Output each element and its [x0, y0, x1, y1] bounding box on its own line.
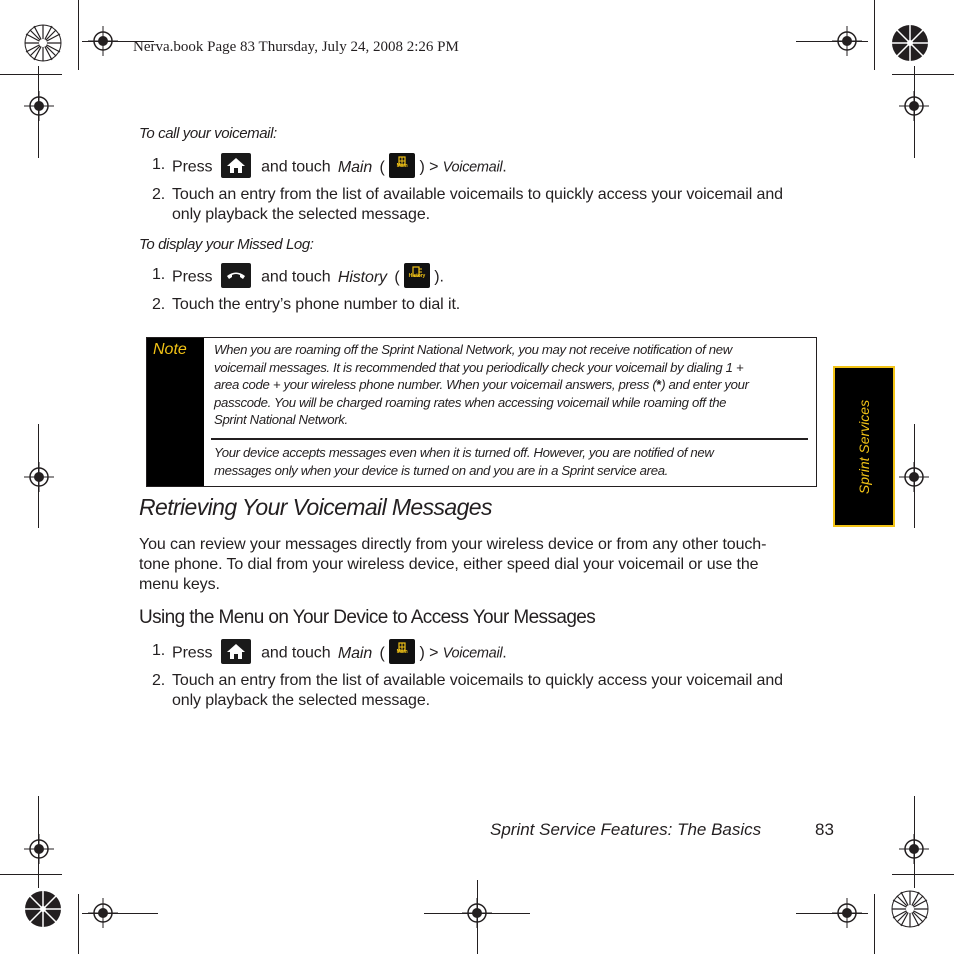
registration-mark-icon [832, 26, 862, 56]
registration-mark-icon [24, 834, 54, 864]
home-key-icon [221, 639, 251, 664]
note-divider [211, 438, 808, 440]
registration-mark-icon [24, 462, 54, 492]
registration-mark-icon [462, 898, 492, 928]
main-menu-label: Main [337, 158, 373, 176]
call-voicemail-title: To call your voicemail: [139, 125, 277, 142]
step-number: 1. [152, 642, 166, 659]
period: . [502, 644, 507, 662]
star-key-icon: * [656, 377, 662, 393]
note-box [146, 337, 817, 487]
open-paren: ( [379, 644, 385, 662]
step-number: 1. [152, 266, 166, 283]
step-text: Touch the entry’s phone number to dial it. [172, 296, 461, 313]
arrow-glyph: > [429, 158, 439, 176]
registration-mark-icon [88, 898, 118, 928]
menu-step-1 [152, 641, 832, 667]
page-number: 83 [815, 820, 834, 839]
book-header: Nerva.book Page 83 Thursday, July 24, 2008 2:26 PM [133, 39, 459, 55]
press-text: Press [172, 268, 213, 286]
and-touch-text: and touch [261, 158, 331, 176]
section-title: Retrieving Your Voicemail Messages [139, 494, 492, 520]
color-target-icon [891, 24, 929, 62]
note-line: Your device accepts messages even when it is turned off. However, you are notified of new [214, 445, 714, 460]
registration-mark-icon [832, 898, 862, 928]
note-paragraph-messages [214, 444, 814, 479]
missed-log-title: To display your Missed Log: [139, 236, 314, 253]
chapter-tab-label: Sprint Services [856, 399, 872, 494]
history-menu-label: History [337, 268, 387, 286]
and-touch-text: and touch [261, 268, 331, 286]
close-paren: ) [419, 158, 425, 176]
note-line: area code + your wireless phone number. When your voicemail answers, press (*) and enter your [214, 377, 749, 393]
note-line: passcode. You will be charged roaming rates when accessing voicemail while roaming off the [214, 394, 727, 410]
missed-step-1 [152, 265, 832, 291]
main-softkey-icon: Main [389, 639, 415, 664]
body-line: menu keys. [139, 576, 220, 593]
step-number: 2. [152, 296, 166, 313]
missed-step-2 [152, 295, 832, 317]
call-step-1 [152, 155, 832, 181]
step-number: 2. [152, 672, 166, 689]
step-text-line2: only playback the selected message. [172, 692, 430, 709]
note-line: messages only when your device is turned on and you are in a Sprint service area. [214, 462, 668, 478]
color-target-icon [891, 890, 929, 928]
arrow-glyph: > [429, 644, 439, 662]
close-paren: ). [434, 268, 444, 286]
registration-mark-icon [899, 462, 929, 492]
talk-key-icon [221, 263, 251, 288]
and-touch-text: and touch [261, 644, 331, 662]
step-text-line1: Touch an entry from the list of available voicemails to quickly access your voicemail and [172, 672, 783, 689]
press-text: Press [172, 158, 213, 176]
close-paren: ) [419, 644, 425, 662]
voicemail-dest-label: Voicemail [442, 159, 503, 176]
note-label-tab [147, 338, 204, 486]
color-target-icon [24, 24, 62, 62]
step-text-line1: Touch an entry from the list of available voicemails to quickly access your voicemail and [172, 186, 783, 203]
note-line: voicemail messages. It is recommended that you periodically check your voicemail by dialing 1 + [214, 359, 744, 375]
note-line: When you are roaming off the Sprint National Network, you may not receive notification of new [214, 342, 732, 357]
section-body [139, 535, 819, 595]
open-paren: ( [394, 268, 400, 286]
period: . [502, 158, 507, 176]
note-line: Sprint National Network. [214, 412, 348, 428]
open-paren: ( [379, 158, 385, 176]
step-text-line2: only playback the selected message. [172, 206, 430, 223]
registration-mark-icon [88, 26, 118, 56]
home-key-icon [221, 153, 251, 178]
call-step-2 [152, 185, 832, 227]
chapter-side-tab [833, 366, 895, 527]
step-number: 1. [152, 156, 166, 173]
registration-mark-icon [899, 91, 929, 121]
footer-chapter-title: Sprint Service Features: The Basics [490, 820, 762, 839]
color-target-icon [24, 890, 62, 928]
registration-mark-icon [899, 834, 929, 864]
press-text: Press [172, 644, 213, 662]
subsection-title: Using the Menu on Your Device to Access Your Messages [139, 607, 596, 628]
note-label: Note [153, 341, 187, 358]
voicemail-dest-label: Voicemail [442, 645, 503, 662]
note-paragraph-roaming [214, 341, 814, 429]
menu-step-2 [152, 671, 832, 713]
step-number: 2. [152, 186, 166, 203]
registration-mark-icon [24, 91, 54, 121]
main-softkey-icon: Main [389, 153, 415, 178]
body-line: You can review your messages directly from your wireless device or from any other touch- [139, 536, 767, 553]
body-line: tone phone. To dial from your wireless device, either speed dial your voicemail or use the [139, 556, 759, 573]
history-softkey-icon: History [404, 263, 430, 288]
main-menu-label: Main [337, 644, 373, 662]
